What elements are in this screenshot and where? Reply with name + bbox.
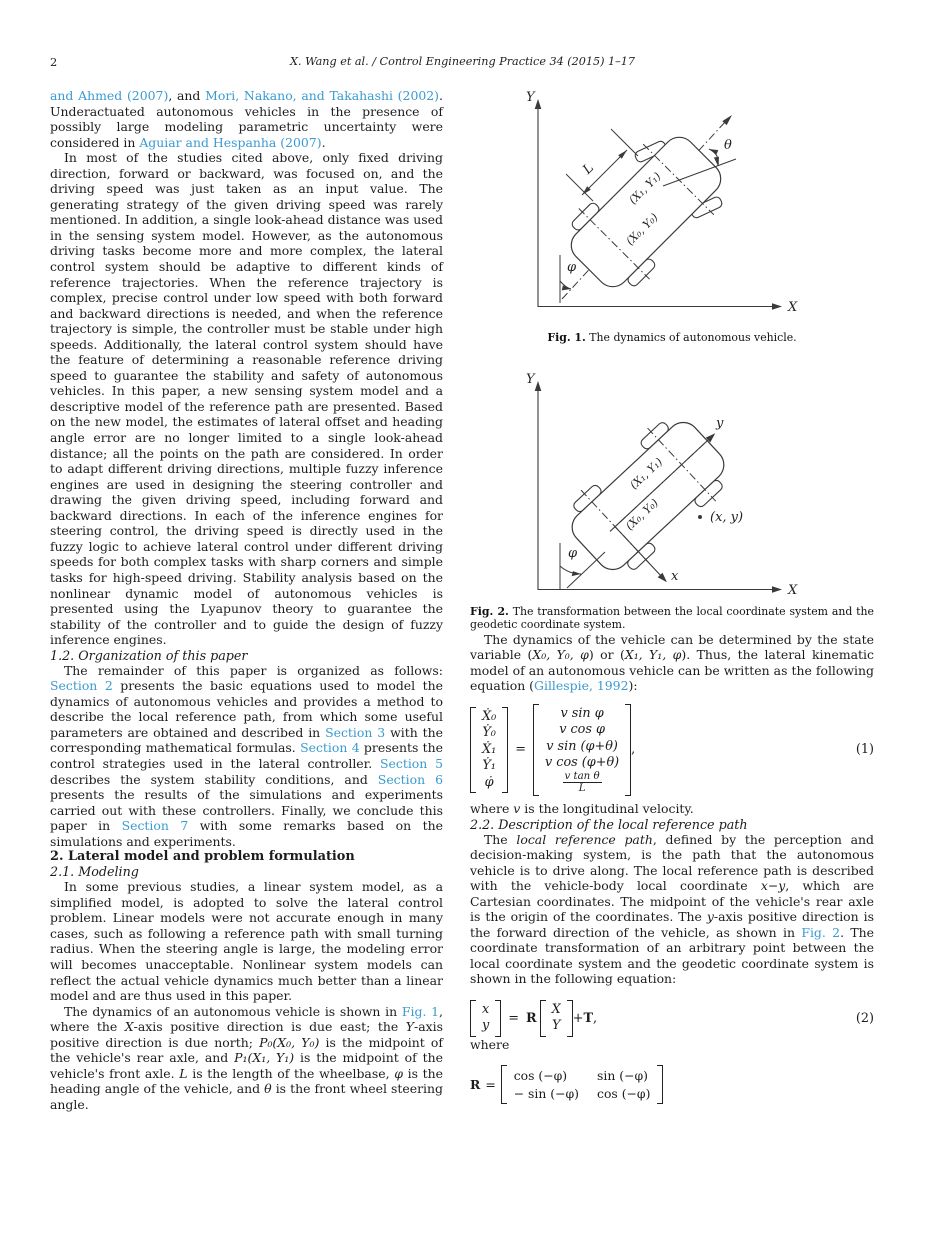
- heading-2-2: 2.2. Description of the local reference path: [470, 816, 748, 832]
- eq1-frac-den: L: [578, 783, 586, 795]
- right-column: [470, 85, 874, 1104]
- eq1-number: (1): [855, 742, 874, 758]
- citation-link[interactable]: Gillespie, 1992: [534, 678, 629, 694]
- eq2-lhs-1: y: [482, 1018, 490, 1034]
- heading-1-2: 1.2. Organization of this paper: [50, 647, 248, 663]
- eq1-lhs-vector: [470, 707, 508, 794]
- fig2-label-rear-point: (X₀, Y₀): [623, 495, 661, 533]
- citation-link[interactable]: Fig. 1: [401, 1003, 440, 1019]
- fig2-label-local-x: x: [671, 568, 679, 584]
- heading-2-1: 2.1. Modeling: [50, 864, 139, 880]
- eq1-rhs-0: v sin φ: [560, 705, 604, 721]
- figure-2: [470, 365, 874, 632]
- eq2-lhs-vector: [470, 1000, 501, 1037]
- paragraph-where-2: where: [470, 1036, 510, 1052]
- running-title: X. Wang et al. / Control Engineering Practice 34 (2015) 1–17: [290, 55, 635, 68]
- eq2-rhs-vector: [540, 1000, 573, 1037]
- fig2-label-X: X: [788, 582, 798, 597]
- eq2-equals: =: [508, 1010, 519, 1026]
- citation-link[interactable]: Fig. 2: [801, 924, 841, 940]
- fig1-phi-arrow-icon: [562, 285, 571, 290]
- eq1-lhs-1: Ẏ₀: [482, 725, 496, 741]
- fig2-label-local-y: y: [716, 415, 724, 431]
- page-number: 2: [50, 55, 58, 69]
- eq1-rhs-vector: [533, 704, 631, 796]
- paragraph-modeling: In some previous studies, a linear system model, as a simplified model, is adopted to solve the lateral control problem. Linear models were not accurate enough in many cases, such as following a reference path with small turning radius. When the steering angle is large, the modeling error will becomes unacceptable. Nonlinear system models can reflect the actual vehicle dynamics much better than a linear model and are thus used in this paper.: [50, 879, 443, 1004]
- citation-link[interactable]: Section 2: [50, 678, 113, 694]
- citation-link[interactable]: and Ahmed (2007): [50, 88, 169, 103]
- equation-1: [470, 704, 874, 796]
- fig2-phi-arrow-icon: [572, 571, 581, 576]
- citation-link[interactable]: Section 5: [379, 755, 443, 771]
- rmat-cell-11: cos (−φ): [597, 1085, 651, 1101]
- eq2-rhs-0: X: [551, 1001, 561, 1017]
- fig2-vehicle: [555, 396, 767, 596]
- figure-2-caption: Fig. 2. The transformation between the local coordinate system and the geodetic coordinate system.: [470, 604, 874, 632]
- eq2-rhs-1: Y: [551, 1018, 561, 1034]
- rotation-matrix: [470, 1065, 874, 1104]
- eq2-lhs-0: x: [482, 1001, 490, 1017]
- eq2-number: (2): [855, 1010, 874, 1026]
- citation-link[interactable]: Section 7: [121, 818, 189, 834]
- eq2-tail: +T,: [572, 1010, 598, 1026]
- citation-link[interactable]: Section 6: [377, 771, 444, 787]
- figure-2-drawing: [470, 365, 874, 597]
- eq1-lhs-3: Ẏ₁: [482, 758, 496, 774]
- eq1-rhs-3: v cos (φ+θ): [544, 755, 620, 771]
- paragraph-organization: The remainder of this paper is organized as follows: Section 2 presents the basic equations used to model the dynamics of autonomous vehicles and provides a method to describe the local reference path, from which some useful parameters are obtained and described in Section 3 with the corresponding mathematical formulas. Section 4 presents the control strategies used in the lateral controller. Section 5 describes the system stability conditions, and Section 6 presents the results of the simulations and experiments carried out with these controllers. Finally, we conclude this paper in Section 7 with some remarks based on the simulations and experiments.: [50, 662, 444, 849]
- fig1-theta-arrow1-icon: [709, 149, 718, 155]
- page-header: [0, 55, 925, 71]
- eq1-comma: ,: [631, 742, 636, 758]
- citation-link[interactable]: Section 3: [325, 724, 386, 740]
- rmat-cell-01: sin (−φ): [597, 1067, 648, 1083]
- fig2-phi-arc: [560, 566, 581, 574]
- fig1-label-front-point: (X₁, Y₁): [626, 169, 664, 207]
- citation-link[interactable]: Mori, Nakano, and Takahashi (2002): [205, 88, 440, 103]
- figure-1-caption: Fig. 1. The dynamics of autonomous vehicle.: [547, 331, 797, 344]
- paragraph-intro: In most of the studies cited above, only fixed driving direction, forward or backward, was focused on, and the driving speed was just taken as an input value. The generating strategy of the given driving speed was rarely mentioned. In addition, a single look-ahead distance was used in the sensing system model. However, as the autonomous driving tasks become more and more complex, the lateral control system should be adaptive to different kinds of reference trajectories. When the reference trajectory is complex, precise control under low speed with both forward and backward directions is needed, and when the reference trajectory is simple, the controller must be stable under high speeds. Additionally, the lateral control system should have the feature of determining a reasonable reference driving speed to guarantee the stability and safety of autonomous vehicles. In this paper, a new sensing system model and a descriptive model of the reference path are presented. Based on the new model, the estimates of lateral offset and heading angle error are no longer limited to a single look-ahead distance; all the points on the path are considered. In order to adapt different driving directions, multiple fuzzy inference engines are used in designing the steering controller and drawing the given driving speed, including forward and backward directions. In each of the inference engines for steering control, the driving speed is directly used in the fuzzy logic to achieve lateral control under different driving speeds for both complex tasks with sharp corners and simple tasks for high-speed driving. Stability analysis based on the nonlinear dynamic model of autonomous vehicles is presented using the Lyapunov theory to guarantee the stability of the controller and to guide the design of fuzzy inference engines.: [50, 150, 443, 648]
- paragraph-local-reference-path: The local reference path, defined by the perception and decision-making system, is the path that the autonomous vehicle is to drive along. The local reference path is described with the vehicle-body local coordinate x−y, which are Cartesian coordinates. The midpoint of the vehicle's rear axle is the origin of the coordinates. The y-axis positive direction is the forward direction of the vehicle, as shown in Fig. 2. The coordinate transformation of an arbitrary point between the local coordinate system and the geodetic coordinate system is shown in the following equation:: [470, 831, 875, 987]
- fig2-x-arrow-icon: [772, 586, 782, 593]
- fig2-label-front-point: (X₁, Y₁): [627, 455, 666, 492]
- fig1-label-theta: θ: [724, 138, 732, 153]
- fig1-x-arrow-icon: [772, 303, 782, 310]
- fig2-y-arrow-icon: [535, 381, 542, 391]
- eq1-lhs-2: Ẋ₁: [482, 741, 497, 757]
- rmat-matrix: [501, 1065, 664, 1104]
- citation-link[interactable]: Aguiar and Hespanha (2007): [139, 134, 322, 150]
- fig2-point-dot: [698, 515, 702, 519]
- left-column: [50, 88, 443, 1112]
- fig2-label-phi: φ: [568, 545, 578, 561]
- fig1-label-phi: φ: [567, 260, 577, 275]
- fig1-vehicle: [553, 119, 738, 304]
- paragraph-dynamics: The dynamics of an autonomous vehicle is shown in Fig. 1, where the X-axis positive direction is due east; the Y-axis positive direction is due north; P₀(X₀, Y₀) is the midpoint of the vehicle's rear axle, and P₁(X₁, Y₁) is the midpoint of the vehicle's front axle. L is the length of the wheelbase, φ is the heading angle of the vehicle, and θ is the front wheel steering angle.: [50, 1003, 444, 1112]
- paragraph-state-variable: The dynamics of the vehicle can be determined by the state variable (X₀, Y₀, φ) or (X₁, Y₁, φ). Thus, the lateral kinematic model of an autonomous vehicle can be written as the following equation (Gillespie, 1992):: [470, 631, 874, 694]
- fig1-label-Y: Y: [526, 90, 535, 105]
- equation-2: [470, 1000, 874, 1037]
- fig1-y-arrow-icon: [535, 99, 542, 109]
- eq1-frac-num: v tan θ: [564, 770, 600, 782]
- eq1-rhs-2: v sin (φ+θ): [546, 738, 618, 754]
- fig1-label-X: X: [788, 300, 798, 315]
- figure-1-drawing: [470, 85, 874, 323]
- rmat-cell-00: cos (−φ): [513, 1067, 568, 1083]
- eq2-R: R: [525, 1010, 537, 1026]
- eq1-lhs-4: φ̇: [484, 774, 494, 790]
- fig2-label-point: (x, y): [710, 509, 744, 525]
- paragraph-where-v: where v is the longitudinal velocity.: [470, 800, 694, 816]
- rmat-R: R: [470, 1076, 481, 1092]
- rmat-equals: =: [485, 1076, 496, 1092]
- fig1-label-rear-point: (X₀, Y₀): [623, 210, 661, 248]
- figure-1: [470, 85, 874, 345]
- fig2-label-Y: Y: [526, 371, 535, 387]
- rmat-cell-10: − sin (−φ): [513, 1085, 579, 1101]
- heading-2: 2. Lateral model and problem formulation: [50, 849, 355, 865]
- fig1-label-L: L: [580, 160, 597, 178]
- eq1-rhs-1: v cos φ: [559, 722, 605, 738]
- eq1-lhs-0: Ẋ₀: [482, 708, 497, 724]
- eq1-equals: =: [515, 742, 526, 758]
- citation-link[interactable]: Section 4: [300, 740, 360, 756]
- paragraph-citations: and Ahmed (2007), and Mori, Nakano, and Takahashi (2002). Underactuated autonomous vehicles in the presence of possibly large modeling parametric uncertainty were considered in Aguiar and Hespanha (2007).: [50, 88, 444, 150]
